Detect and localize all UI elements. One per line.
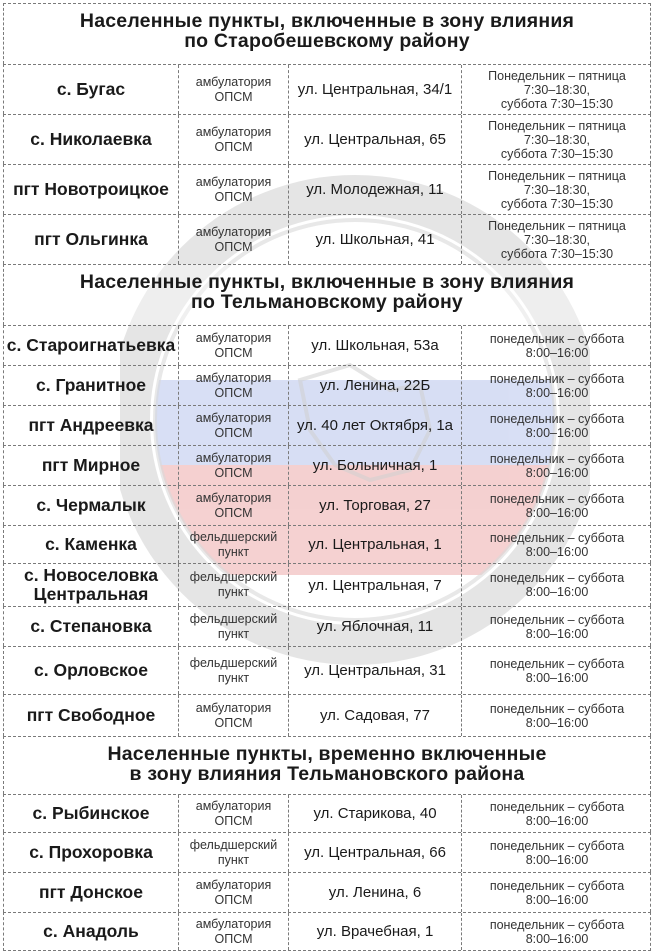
working-hours-line: понедельник – суббота bbox=[489, 612, 625, 627]
institution-type bbox=[179, 115, 289, 164]
working-hours-line: Понедельник – пятница bbox=[488, 68, 626, 83]
institution-type-line: пункт bbox=[217, 670, 250, 685]
institution-type-line: амбулатория bbox=[195, 124, 272, 139]
settlement-name: с. Бугас bbox=[4, 65, 179, 114]
institution-type-line: фельдшерский bbox=[189, 611, 278, 626]
institution-type-line: фельдшерский bbox=[189, 837, 278, 852]
table-row bbox=[3, 912, 651, 951]
institution-type bbox=[179, 695, 289, 736]
address: ул. Садовая, 77 bbox=[289, 695, 462, 736]
institution-type bbox=[179, 647, 289, 694]
working-hours-line: понедельник – суббота bbox=[489, 838, 625, 853]
table-row bbox=[3, 794, 651, 832]
table-row bbox=[3, 325, 651, 365]
address: ул. Молодежная, 11 bbox=[289, 165, 462, 214]
settlement-name: с. Николаевка bbox=[4, 115, 179, 164]
institution-type-line: фельдшерский bbox=[189, 529, 278, 544]
working-hours bbox=[462, 446, 652, 485]
section-heading bbox=[3, 736, 651, 794]
institution-type bbox=[179, 607, 289, 646]
working-hours-line: суббота 7:30–15:30 bbox=[500, 246, 614, 261]
working-hours-line: понедельник – суббота bbox=[489, 656, 625, 671]
section-heading-line2: в зону влияния Тельмановского района bbox=[129, 763, 525, 785]
working-hours-line: 8:00–16:00 bbox=[525, 505, 589, 520]
working-hours bbox=[462, 526, 652, 563]
settlement-name: с. Староигнатьевка bbox=[4, 326, 179, 365]
working-hours bbox=[462, 564, 652, 606]
institution-type-line: амбулатория bbox=[195, 877, 272, 892]
working-hours bbox=[462, 695, 652, 736]
settlement-name: пгт Ольгинка bbox=[4, 215, 179, 264]
section-heading-line1: Населенные пункты, временно включенные bbox=[107, 743, 547, 765]
institution-type bbox=[179, 564, 289, 606]
working-hours-line: 8:00–16:00 bbox=[525, 715, 589, 730]
institution-type bbox=[179, 446, 289, 485]
working-hours bbox=[462, 115, 652, 164]
settlement-name: с. Степановка bbox=[4, 607, 179, 646]
address: ул. Больничная, 1 bbox=[289, 446, 462, 485]
institution-type bbox=[179, 833, 289, 872]
institution-type-line: амбулатория bbox=[195, 798, 272, 813]
section-heading-line1: Населенные пункты, включенные в зону влияния bbox=[79, 271, 575, 293]
institution-type-line: ОПСМ bbox=[214, 892, 253, 907]
institution-type-line: ОПСМ bbox=[214, 239, 253, 254]
working-hours bbox=[462, 647, 652, 694]
working-hours-line: понедельник – суббота bbox=[489, 917, 625, 932]
settlement-name: с. Анадоль bbox=[4, 913, 179, 950]
institution-type-line: пункт bbox=[217, 626, 250, 641]
section-heading bbox=[3, 3, 651, 64]
institution-type-line: ОПСМ bbox=[214, 89, 253, 104]
working-hours bbox=[462, 366, 652, 405]
address: ул. Центральная, 31 bbox=[289, 647, 462, 694]
institution-type-line: пункт bbox=[217, 852, 250, 867]
table-row bbox=[3, 365, 651, 405]
institution-type-line: амбулатория bbox=[195, 450, 272, 465]
working-hours-line: суббота 7:30–15:30 bbox=[500, 146, 614, 161]
institution-type bbox=[179, 486, 289, 525]
institution-type bbox=[179, 326, 289, 365]
working-hours-line: 8:00–16:00 bbox=[525, 852, 589, 867]
table-row bbox=[3, 164, 651, 214]
settlement-name: пгт Донское bbox=[4, 873, 179, 912]
institution-type-line: амбулатория bbox=[195, 916, 272, 931]
table-row bbox=[3, 606, 651, 646]
working-hours-line: суббота 7:30–15:30 bbox=[500, 196, 614, 211]
section-heading-line2: по Старобешевскому району bbox=[184, 30, 470, 52]
working-hours bbox=[462, 406, 652, 445]
institution-type bbox=[179, 526, 289, 563]
institution-type-line: пункт bbox=[217, 585, 250, 599]
settlement-name: с. Каменка bbox=[4, 526, 179, 563]
working-hours-line: Понедельник – пятница bbox=[488, 118, 626, 133]
address: ул. Центральная, 7 bbox=[289, 564, 462, 606]
table-row bbox=[3, 445, 651, 485]
settlement-name: с. Чермалык bbox=[4, 486, 179, 525]
working-hours bbox=[462, 607, 652, 646]
working-hours-line: понедельник – суббота bbox=[489, 878, 625, 893]
address: ул. Ленина, 6 bbox=[289, 873, 462, 912]
institution-type-line: ОПСМ bbox=[214, 465, 253, 480]
institution-type bbox=[179, 165, 289, 214]
table-row bbox=[3, 563, 651, 606]
working-hours-line: понедельник – суббота bbox=[489, 701, 625, 716]
table-row bbox=[3, 525, 651, 563]
institution-type-line: амбулатория bbox=[195, 410, 272, 425]
working-hours-line: 8:00–16:00 bbox=[525, 585, 589, 599]
address: ул. Яблочная, 11 bbox=[289, 607, 462, 646]
institution-type-line: пункт bbox=[217, 544, 250, 559]
table-row bbox=[3, 114, 651, 164]
working-hours-line: 8:00–16:00 bbox=[525, 931, 589, 946]
working-hours-line: 8:00–16:00 bbox=[525, 626, 589, 641]
settlement-name: с. Гранитное bbox=[4, 366, 179, 405]
table-row bbox=[3, 64, 651, 114]
institution-type-line: фельдшерский bbox=[189, 655, 278, 670]
institution-type bbox=[179, 873, 289, 912]
working-hours-line: понедельник – суббота bbox=[489, 799, 625, 814]
address: ул. Центральная, 66 bbox=[289, 833, 462, 872]
working-hours bbox=[462, 486, 652, 525]
settlement-name: пгт Андреевка bbox=[4, 406, 179, 445]
institution-type-line: ОПСМ bbox=[214, 715, 253, 730]
working-hours-line: 8:00–16:00 bbox=[525, 425, 589, 440]
section-heading bbox=[3, 264, 651, 325]
settlement-name: пгт Свободное bbox=[4, 695, 179, 736]
address: ул. Центральная, 34/1 bbox=[289, 65, 462, 114]
working-hours bbox=[462, 833, 652, 872]
address: ул. Школьная, 53а bbox=[289, 326, 462, 365]
working-hours bbox=[462, 913, 652, 950]
institution-type bbox=[179, 366, 289, 405]
institution-type-line: ОПСМ bbox=[214, 189, 253, 204]
settlement-name: пгт Мирное bbox=[4, 446, 179, 485]
institution-type-line: амбулатория bbox=[195, 330, 272, 345]
working-hours bbox=[462, 165, 652, 214]
institution-type-line: амбулатория bbox=[195, 370, 272, 385]
working-hours-line: понедельник – суббота bbox=[489, 530, 625, 545]
working-hours-line: понедельник – суббота bbox=[489, 411, 625, 426]
table-row bbox=[3, 485, 651, 525]
institution-type-line: амбулатория bbox=[195, 700, 272, 715]
table-row bbox=[3, 832, 651, 872]
institution-type bbox=[179, 913, 289, 950]
institution-type-line: ОПСМ bbox=[214, 931, 253, 946]
settlement-name: пгт Новотроицкое bbox=[4, 165, 179, 214]
institution-type-line: амбулатория bbox=[195, 490, 272, 505]
table-row bbox=[3, 646, 651, 694]
working-hours bbox=[462, 65, 652, 114]
working-hours bbox=[462, 873, 652, 912]
table-row bbox=[3, 872, 651, 912]
table-row bbox=[3, 214, 651, 264]
institution-type bbox=[179, 65, 289, 114]
working-hours-line: Понедельник – пятница bbox=[488, 218, 626, 233]
address: ул. Ленина, 22Б bbox=[289, 366, 462, 405]
working-hours-line: Понедельник – пятница bbox=[488, 168, 626, 183]
working-hours bbox=[462, 215, 652, 264]
settlement-name: с. Прохоровка bbox=[4, 833, 179, 872]
working-hours-line: понедельник – суббота bbox=[489, 371, 625, 386]
working-hours-line: 8:00–16:00 bbox=[525, 465, 589, 480]
address: ул. Врачебная, 1 bbox=[289, 913, 462, 950]
institution-type-line: амбулатория bbox=[195, 174, 272, 189]
institution-type-line: ОПСМ bbox=[214, 813, 253, 828]
working-hours bbox=[462, 795, 652, 832]
institution-type bbox=[179, 406, 289, 445]
section-heading-line1: Населенные пункты, включенные в зону влияния bbox=[79, 10, 575, 32]
settlement-name: с. Орловское bbox=[4, 647, 179, 694]
address: ул. Центральная, 1 bbox=[289, 526, 462, 563]
working-hours-line: 7:30–18:30, bbox=[523, 132, 591, 147]
institution-type-line: ОПСМ bbox=[214, 385, 253, 400]
working-hours-line: 8:00–16:00 bbox=[525, 345, 589, 360]
section-heading-line2: по Тельмановскому району bbox=[191, 291, 463, 313]
working-hours-line: 8:00–16:00 bbox=[525, 670, 589, 685]
working-hours-line: 8:00–16:00 bbox=[525, 544, 589, 559]
working-hours-line: 7:30–18:30, bbox=[523, 82, 591, 97]
institution-type-line: ОПСМ bbox=[214, 505, 253, 520]
institution-type-line: амбулатория bbox=[195, 74, 272, 89]
address: ул. 40 лет Октября, 1а bbox=[289, 406, 462, 445]
working-hours-line: понедельник – суббота bbox=[489, 491, 625, 506]
working-hours-line: 7:30–18:30, bbox=[523, 182, 591, 197]
settlement-name: с. Рыбинское bbox=[4, 795, 179, 832]
institution-type-line: фельдшерский bbox=[189, 570, 278, 584]
institution-type bbox=[179, 215, 289, 264]
address: ул. Центральная, 65 bbox=[289, 115, 462, 164]
working-hours-line: понедельник – суббота bbox=[489, 451, 625, 466]
institution-type-line: ОПСМ bbox=[214, 345, 253, 360]
settlement-name: с. Новоселовка Центральная bbox=[4, 564, 179, 606]
institution-type-line: ОПСМ bbox=[214, 425, 253, 440]
working-hours bbox=[462, 326, 652, 365]
table-row bbox=[3, 694, 651, 736]
working-hours-line: понедельник – суббота bbox=[489, 571, 625, 585]
working-hours-line: суббота 7:30–15:30 bbox=[500, 96, 614, 111]
working-hours-line: 7:30–18:30, bbox=[523, 232, 591, 247]
working-hours-line: 8:00–16:00 bbox=[525, 892, 589, 907]
address: ул. Торговая, 27 bbox=[289, 486, 462, 525]
working-hours-line: 8:00–16:00 bbox=[525, 813, 589, 828]
working-hours-line: понедельник – суббота bbox=[489, 331, 625, 346]
table-row bbox=[3, 405, 651, 445]
institution-type-line: амбулатория bbox=[195, 224, 272, 239]
address: ул. Старикова, 40 bbox=[289, 795, 462, 832]
address: ул. Школьная, 41 bbox=[289, 215, 462, 264]
working-hours-line: 8:00–16:00 bbox=[525, 385, 589, 400]
settlements-table bbox=[3, 3, 651, 951]
institution-type bbox=[179, 795, 289, 832]
institution-type-line: ОПСМ bbox=[214, 139, 253, 154]
